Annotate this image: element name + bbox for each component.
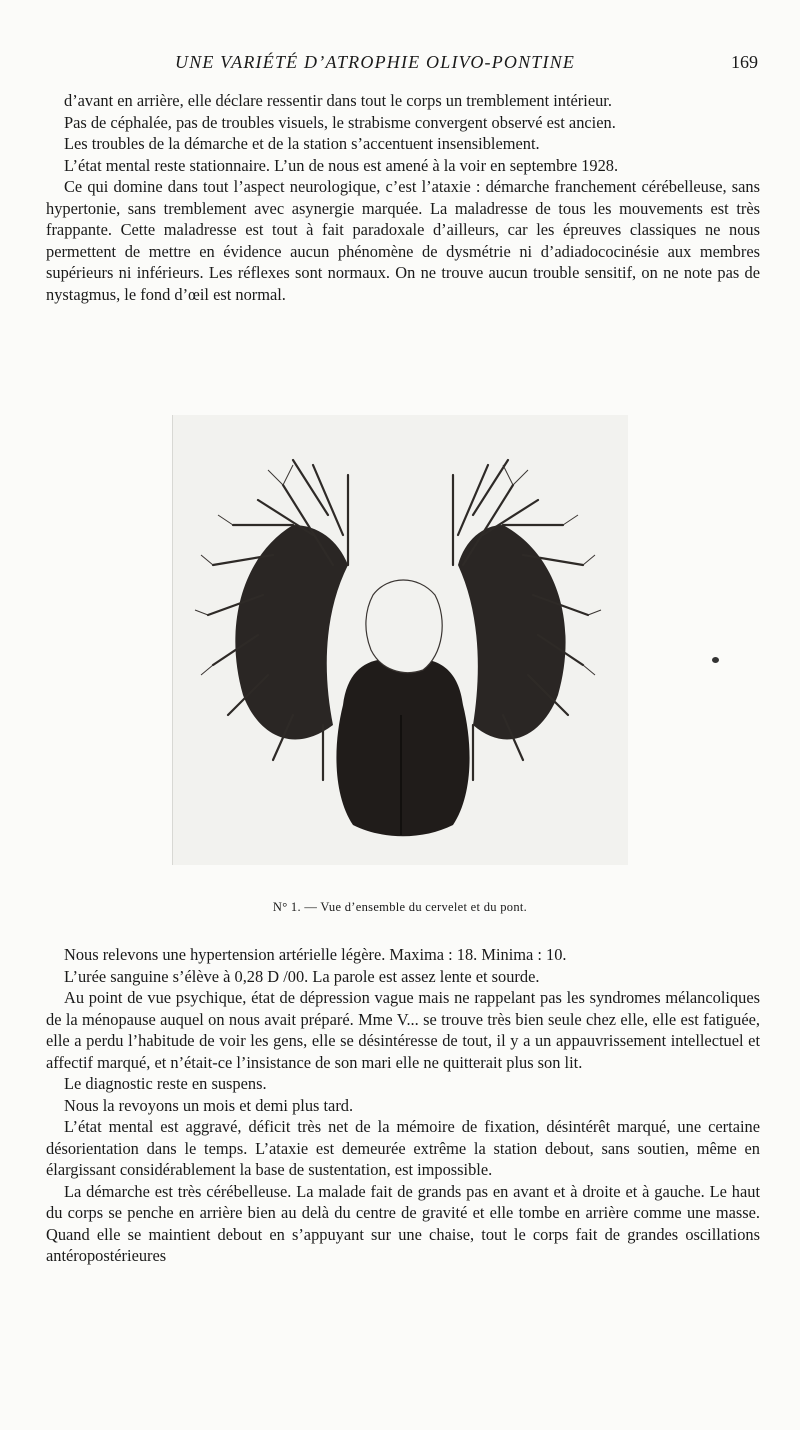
body-text-top — [46, 90, 760, 305]
paragraph: L’état mental est aggravé, déficit très net de la mémoire de fixation, désintérêt marqué, une certaine désorientation dans le temps. L’ataxie est demeurée extrême la station debout, sans soutien, même en élargissant considérablement la base de sustentation, est impossible. — [46, 1117, 760, 1179]
page-number: 169 — [731, 52, 758, 72]
running-title: UNE VARIÉTÉ D’ATROPHIE OLIVO-PONTINE — [175, 52, 576, 72]
caption-number: N° 1. — [272, 900, 301, 914]
print-speck — [712, 657, 719, 663]
paragraph: Au point de vue psychique, état de dépression vague mais ne rappelant pas les syndromes mélancoliques de la ménopause auquel on nous avait préparé. Mme V... se trouve très bien seule chez elle, elle est fatiguée, elle a perdu l’habitude de voir les gens, elle se désintéresse de tout, il y a un appauvrissement intellectuel et affectif marqué, et n’était-ce l’insistance de son mari elle ne quitterait plus son lit. — [46, 988, 760, 1072]
paragraph: Nous la revoyons un mois et demi plus tard. — [64, 1095, 354, 1115]
cerebellum-pons-plate — [172, 415, 628, 865]
paragraph: Le diagnostic reste en suspens. — [64, 1074, 267, 1093]
figure-caption — [0, 900, 800, 915]
running-head — [0, 52, 800, 80]
paragraph: La démarche est très cérébelleuse. La malade fait de grands pas en avant et à droite et à gauche. Le haut du corps se penche en arrière bien au delà du centre de gravité et elle tombe en arrière comme une masse. Quand elle se maintient debout en s’appuyant sur une chaise, tout le corps fait de grandes oscillations antéropostérieures — [46, 1181, 760, 1265]
cerebellum-section-illustration — [173, 415, 628, 865]
body-text-bottom — [46, 944, 760, 1267]
caption-text: — Vue d’ensemble du cervelet et du pont. — [304, 900, 528, 914]
paragraph: Ce qui domine dans tout l’aspect neurologique, c’est l’ataxie : démarche franchement cérébelleuse, sans hypertonie, sans tremblement avec asynergie marquée. La maladresse de tous les mouvements est très frappante. Cette maladresse est tout à fait paradoxale d’ailleurs, car les épreuves classiques ne nous permettent de mettre en évidence aucun phénomène de dysmétrie ni d’adiadococinésie aux membres supérieurs ni inférieurs. Les réflexes sont normaux. On ne trouve aucun trouble sensitif, on ne note pas de nystagmus, le fond d’œil est normal. — [46, 177, 760, 304]
paragraph: Pas de céphalée, pas de troubles visuels, le strabisme convergent observé est ancien. — [64, 112, 616, 132]
paragraph: Les troubles de la démarche et de la station s’accentuent insensiblement. — [64, 134, 540, 153]
paragraph: L’état mental reste stationnaire. L’un de nous est amené à la voir en septembre 1928. — [64, 155, 619, 175]
paragraph: Nous relevons une hypertension artérielle légère. Maxima : 18. Minima : 10. — [64, 945, 567, 964]
paragraph: d’avant en arrière, elle déclare ressentir dans tout le corps un tremblement intérieur. — [64, 91, 612, 110]
paragraph: L’urée sanguine s’élève à 0,28 D /00. La parole est assez lente et sourde. — [64, 966, 540, 986]
